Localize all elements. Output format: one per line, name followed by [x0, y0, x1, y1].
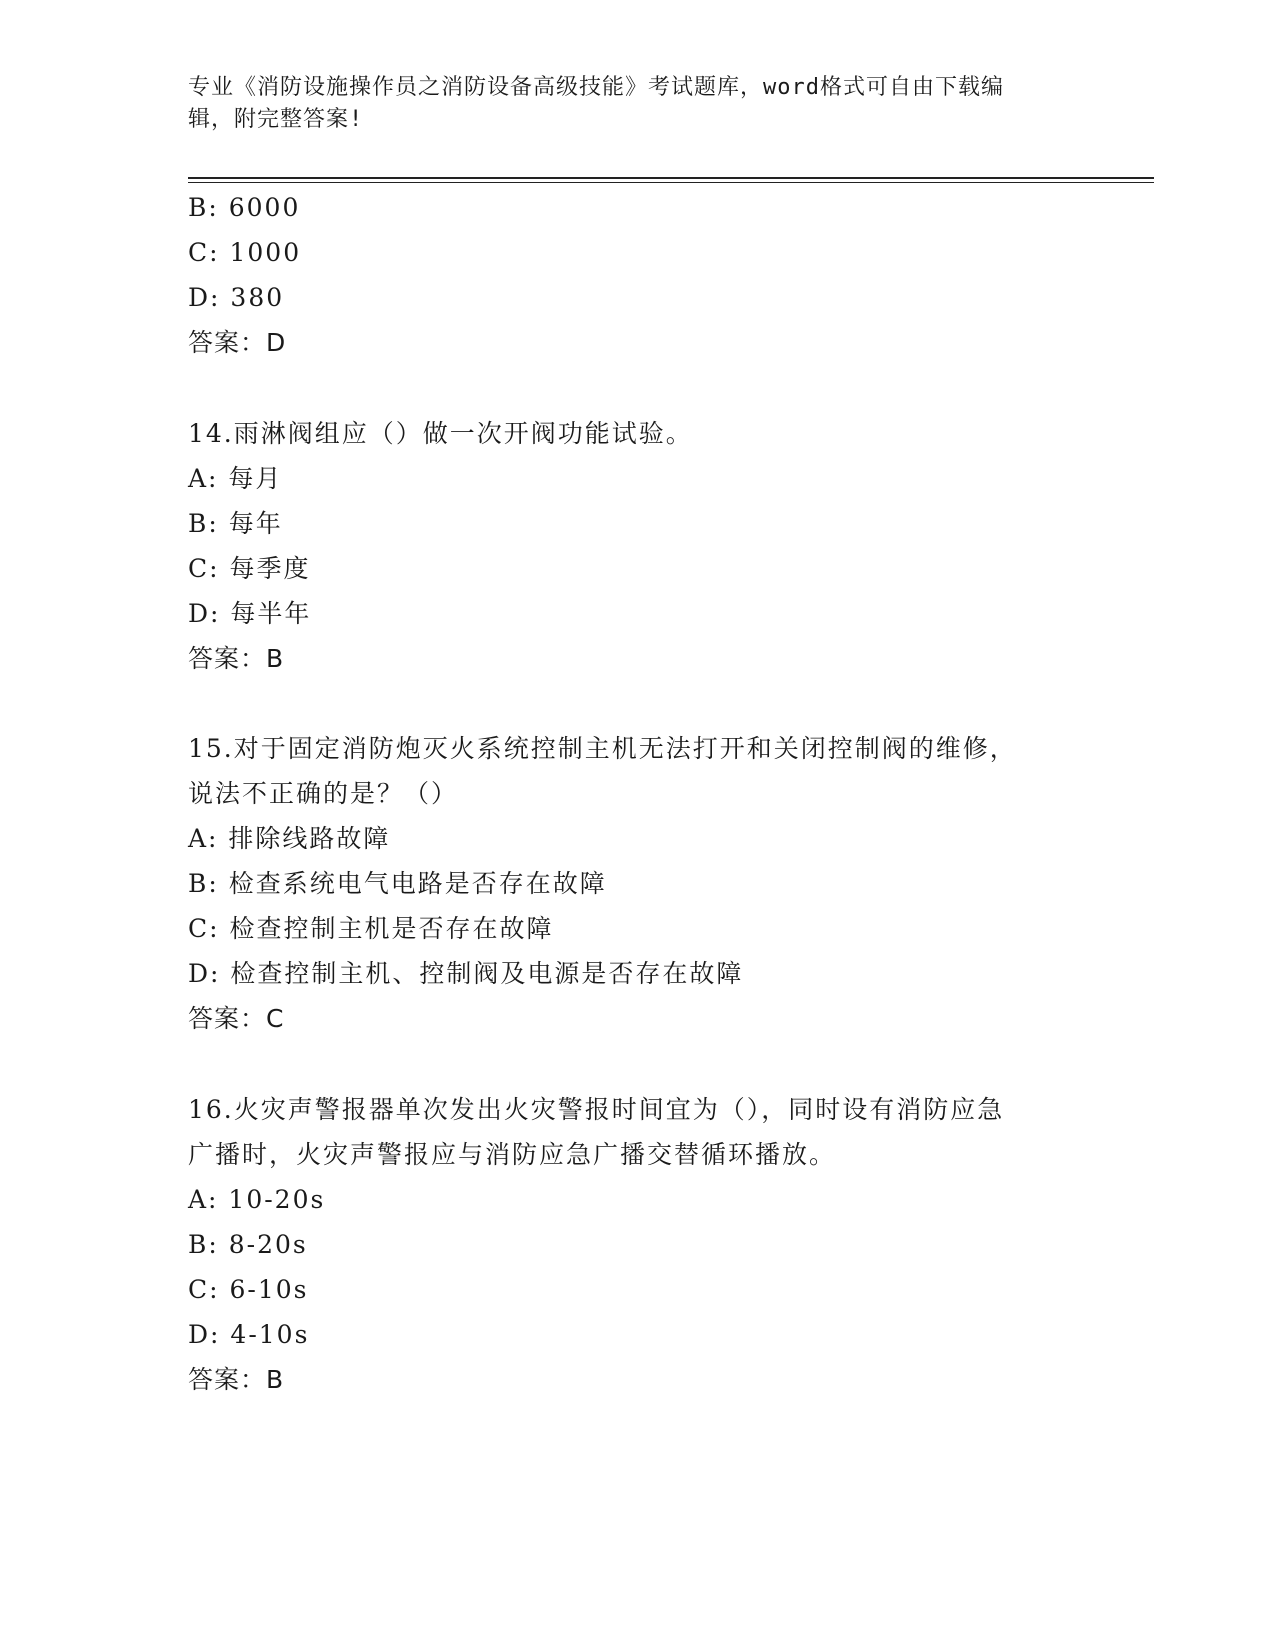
q14-option-d: D: 每半年 — [188, 599, 312, 628]
q16-option-d: D: 4-10s — [188, 1320, 310, 1349]
q16-stem-line-1: 16.火灾声警报器单次发出火灾警报时间宜为（），同时设有消防应急 — [188, 1095, 1005, 1124]
q14-option-a: A: 每月 — [188, 464, 283, 493]
q16-option-a: A: 10-20s — [188, 1185, 326, 1214]
q15-option-a: A: 排除线路故障 — [188, 824, 391, 853]
q15-option-b: B: 检查系统电气电路是否存在故障 — [188, 869, 607, 898]
q15-option-c: C: 检查控制主机是否存在故障 — [188, 914, 554, 943]
q16-answer: 答案：B — [188, 1365, 285, 1394]
q13-answer: 答案：D — [188, 328, 287, 357]
q14-option-b: B: 每年 — [188, 509, 283, 538]
q14-option-c: C: 每季度 — [188, 554, 311, 583]
header-line-1: 专业《消防设施操作员之消防设备高级技能》考试题库，word格式可自由下载编 — [188, 75, 1004, 100]
q14-answer: 答案：B — [188, 644, 285, 673]
q15-answer: 答案：C — [188, 1004, 285, 1033]
header-line-2: 辑，附完整答案! — [188, 107, 364, 132]
q13-option-b: B: 6000 — [188, 193, 301, 222]
q16-stem-line-2: 广播时，火灾声警报应与消防应急广播交替循环播放。 — [188, 1140, 837, 1169]
q13-option-d: D: 380 — [188, 283, 285, 312]
q15-option-d: D: 检查控制主机、控制阀及电源是否存在故障 — [188, 959, 744, 988]
q16-option-c: C: 6-10s — [188, 1275, 309, 1304]
q15-stem-line-2: 说法不正确的是？（） — [188, 779, 459, 808]
q14-stem: 14.雨淋阀组应（）做一次开阀功能试验。 — [188, 419, 693, 448]
q16-option-b: B: 8-20s — [188, 1230, 308, 1259]
q15-stem-line-1: 15.对于固定消防炮灭火系统控制主机无法打开和关闭控制阀的维修， — [188, 734, 1017, 763]
header-rule-thin — [188, 182, 1154, 183]
header-rule-thick — [188, 177, 1154, 179]
document-header — [188, 72, 1088, 136]
q13-option-c: C: 1000 — [188, 238, 302, 267]
